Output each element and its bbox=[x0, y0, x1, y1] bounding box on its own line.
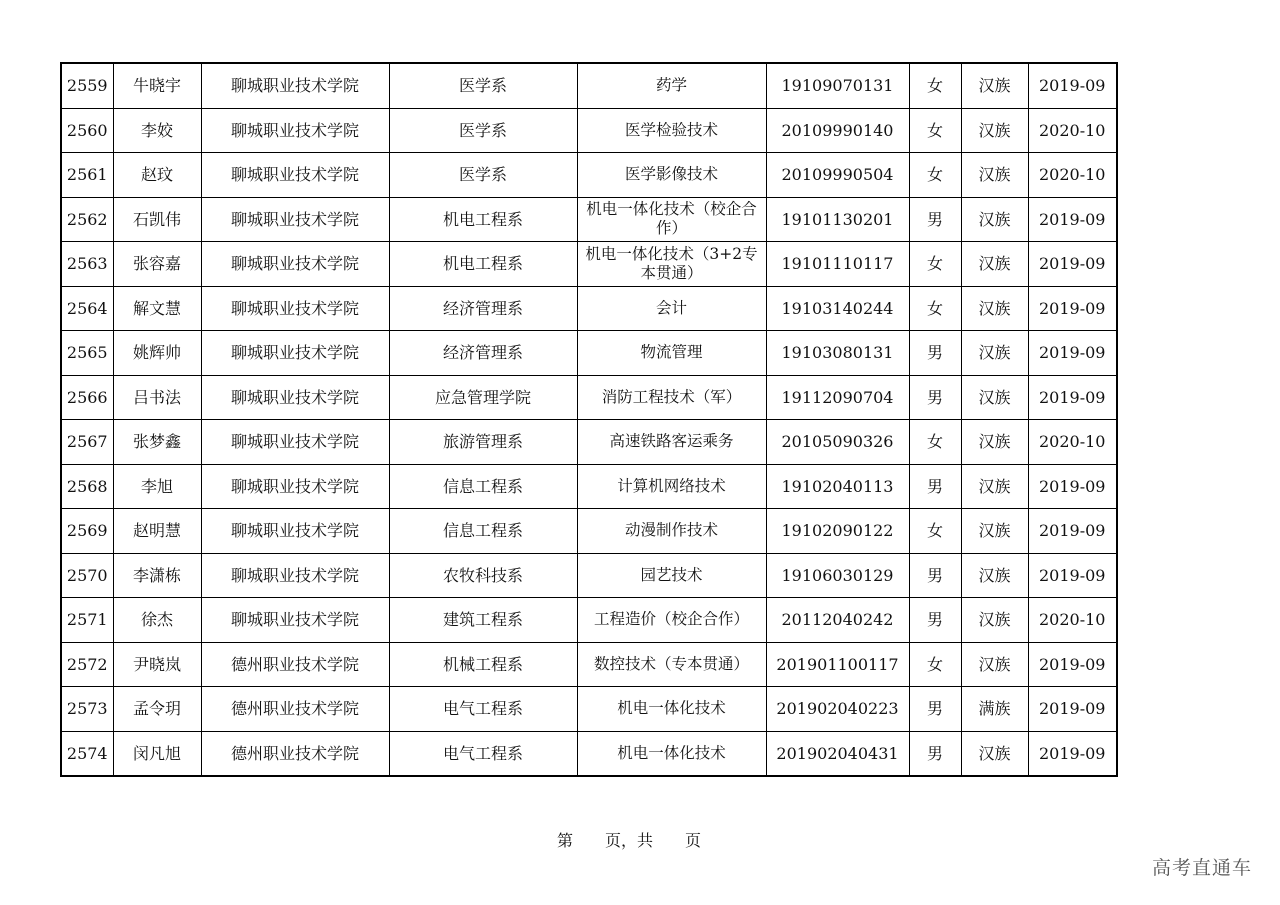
cell-number: 2562 bbox=[61, 197, 113, 242]
cell-department: 医学系 bbox=[389, 153, 577, 198]
cell-student-id: 19103140244 bbox=[766, 286, 909, 331]
table-row bbox=[61, 642, 1117, 687]
cell-gender: 女 bbox=[909, 420, 961, 465]
cell-school: 聊城职业技术学院 bbox=[201, 375, 389, 420]
cell-number: 2565 bbox=[61, 331, 113, 376]
watermark: 高考直通车 bbox=[1151, 857, 1252, 879]
cell-name: 赵明慧 bbox=[113, 509, 201, 554]
cell-gender: 女 bbox=[909, 509, 961, 554]
cell-number: 2561 bbox=[61, 153, 113, 198]
table-row bbox=[61, 420, 1117, 465]
cell-major: 机电一体化技术（校企合作） bbox=[577, 197, 766, 242]
cell-name: 徐杰 bbox=[113, 598, 201, 643]
cell-name: 石凯伟 bbox=[113, 197, 201, 242]
cell-ethnicity: 汉族 bbox=[961, 420, 1028, 465]
cell-department: 经济管理系 bbox=[389, 331, 577, 376]
cell-major: 医学影像技术 bbox=[577, 153, 766, 198]
cell-ethnicity: 汉族 bbox=[961, 731, 1028, 776]
cell-school: 聊城职业技术学院 bbox=[201, 286, 389, 331]
cell-student-id: 20109990140 bbox=[766, 108, 909, 153]
page-footer: 第 页，共 页 bbox=[557, 831, 702, 850]
cell-ethnicity: 汉族 bbox=[961, 153, 1028, 198]
table-row bbox=[61, 509, 1117, 554]
table-row bbox=[61, 375, 1117, 420]
cell-department: 建筑工程系 bbox=[389, 598, 577, 643]
table-body bbox=[61, 63, 1117, 776]
cell-major: 会计 bbox=[577, 286, 766, 331]
cell-major: 药学 bbox=[577, 63, 766, 108]
cell-enroll-date: 2020-10 bbox=[1028, 108, 1117, 153]
cell-ethnicity: 汉族 bbox=[961, 509, 1028, 554]
cell-major: 工程造价（校企合作） bbox=[577, 598, 766, 643]
cell-gender: 男 bbox=[909, 197, 961, 242]
cell-name: 赵玟 bbox=[113, 153, 201, 198]
cell-department: 机电工程系 bbox=[389, 197, 577, 242]
cell-gender: 女 bbox=[909, 642, 961, 687]
cell-enroll-date: 2019-09 bbox=[1028, 687, 1117, 732]
cell-student-id: 19106030129 bbox=[766, 553, 909, 598]
cell-ethnicity: 汉族 bbox=[961, 553, 1028, 598]
cell-department: 旅游管理系 bbox=[389, 420, 577, 465]
cell-name: 姚辉帅 bbox=[113, 331, 201, 376]
cell-major: 机电一体化技术 bbox=[577, 731, 766, 776]
cell-name: 李潇栋 bbox=[113, 553, 201, 598]
cell-number: 2574 bbox=[61, 731, 113, 776]
cell-gender: 女 bbox=[909, 63, 961, 108]
cell-number: 2569 bbox=[61, 509, 113, 554]
cell-enroll-date: 2019-09 bbox=[1028, 197, 1117, 242]
cell-name: 李旭 bbox=[113, 464, 201, 509]
cell-school: 聊城职业技术学院 bbox=[201, 598, 389, 643]
cell-enroll-date: 2020-10 bbox=[1028, 598, 1117, 643]
cell-school: 聊城职业技术学院 bbox=[201, 108, 389, 153]
cell-enroll-date: 2019-09 bbox=[1028, 242, 1117, 287]
cell-department: 医学系 bbox=[389, 108, 577, 153]
cell-name: 吕书法 bbox=[113, 375, 201, 420]
cell-department: 电气工程系 bbox=[389, 731, 577, 776]
cell-name: 李姣 bbox=[113, 108, 201, 153]
cell-student-id: 19103080131 bbox=[766, 331, 909, 376]
cell-name: 牛晓宇 bbox=[113, 63, 201, 108]
cell-number: 2567 bbox=[61, 420, 113, 465]
cell-number: 2571 bbox=[61, 598, 113, 643]
table-row bbox=[61, 153, 1117, 198]
cell-major: 机电一体化技术 bbox=[577, 687, 766, 732]
cell-department: 应急管理学院 bbox=[389, 375, 577, 420]
cell-department: 机械工程系 bbox=[389, 642, 577, 687]
cell-number: 2564 bbox=[61, 286, 113, 331]
cell-school: 聊城职业技术学院 bbox=[201, 509, 389, 554]
table-row bbox=[61, 197, 1117, 242]
cell-enroll-date: 2019-09 bbox=[1028, 642, 1117, 687]
cell-school: 聊城职业技术学院 bbox=[201, 464, 389, 509]
cell-school: 德州职业技术学院 bbox=[201, 687, 389, 732]
cell-ethnicity: 满族 bbox=[961, 687, 1028, 732]
cell-number: 2559 bbox=[61, 63, 113, 108]
cell-department: 信息工程系 bbox=[389, 509, 577, 554]
cell-department: 农牧科技系 bbox=[389, 553, 577, 598]
cell-gender: 女 bbox=[909, 286, 961, 331]
cell-student-id: 201901100117 bbox=[766, 642, 909, 687]
cell-gender: 男 bbox=[909, 553, 961, 598]
table-row bbox=[61, 331, 1117, 376]
cell-department: 信息工程系 bbox=[389, 464, 577, 509]
cell-number: 2560 bbox=[61, 108, 113, 153]
cell-student-id: 19102090122 bbox=[766, 509, 909, 554]
table-row bbox=[61, 731, 1117, 776]
cell-major: 高速铁路客运乘务 bbox=[577, 420, 766, 465]
cell-department: 医学系 bbox=[389, 63, 577, 108]
cell-gender: 男 bbox=[909, 464, 961, 509]
cell-school: 聊城职业技术学院 bbox=[201, 331, 389, 376]
cell-ethnicity: 汉族 bbox=[961, 242, 1028, 287]
cell-name: 尹晓岚 bbox=[113, 642, 201, 687]
cell-enroll-date: 2019-09 bbox=[1028, 731, 1117, 776]
cell-gender: 男 bbox=[909, 331, 961, 376]
cell-number: 2573 bbox=[61, 687, 113, 732]
cell-student-id: 201902040223 bbox=[766, 687, 909, 732]
cell-major: 数控技术（专本贯通） bbox=[577, 642, 766, 687]
cell-enroll-date: 2019-09 bbox=[1028, 286, 1117, 331]
table-row bbox=[61, 598, 1117, 643]
cell-department: 机电工程系 bbox=[389, 242, 577, 287]
cell-gender: 男 bbox=[909, 687, 961, 732]
cell-student-id: 19109070131 bbox=[766, 63, 909, 108]
cell-ethnicity: 汉族 bbox=[961, 464, 1028, 509]
cell-school: 聊城职业技术学院 bbox=[201, 242, 389, 287]
cell-major: 消防工程技术（军） bbox=[577, 375, 766, 420]
cell-major: 物流管理 bbox=[577, 331, 766, 376]
cell-enroll-date: 2019-09 bbox=[1028, 331, 1117, 376]
cell-school: 德州职业技术学院 bbox=[201, 731, 389, 776]
cell-enroll-date: 2019-09 bbox=[1028, 375, 1117, 420]
student-list-table bbox=[60, 62, 1118, 777]
cell-gender: 男 bbox=[909, 598, 961, 643]
cell-department: 电气工程系 bbox=[389, 687, 577, 732]
cell-name: 解文慧 bbox=[113, 286, 201, 331]
cell-number: 2572 bbox=[61, 642, 113, 687]
cell-major: 机电一体化技术（3+2专本贯通） bbox=[577, 242, 766, 287]
cell-enroll-date: 2019-09 bbox=[1028, 464, 1117, 509]
cell-student-id: 201902040431 bbox=[766, 731, 909, 776]
cell-gender: 女 bbox=[909, 153, 961, 198]
cell-student-id: 20109990504 bbox=[766, 153, 909, 198]
cell-student-id: 19112090704 bbox=[766, 375, 909, 420]
cell-school: 聊城职业技术学院 bbox=[201, 420, 389, 465]
cell-department: 经济管理系 bbox=[389, 286, 577, 331]
cell-ethnicity: 汉族 bbox=[961, 63, 1028, 108]
cell-major: 园艺技术 bbox=[577, 553, 766, 598]
cell-major: 计算机网络技术 bbox=[577, 464, 766, 509]
cell-student-id: 20105090326 bbox=[766, 420, 909, 465]
cell-school: 聊城职业技术学院 bbox=[201, 553, 389, 598]
cell-school: 聊城职业技术学院 bbox=[201, 153, 389, 198]
table-row bbox=[61, 286, 1117, 331]
cell-enroll-date: 2019-09 bbox=[1028, 63, 1117, 108]
table-row bbox=[61, 108, 1117, 153]
table-row bbox=[61, 464, 1117, 509]
cell-student-id: 19102040113 bbox=[766, 464, 909, 509]
cell-name: 张容嘉 bbox=[113, 242, 201, 287]
cell-school: 聊城职业技术学院 bbox=[201, 197, 389, 242]
cell-number: 2563 bbox=[61, 242, 113, 287]
cell-student-id: 20112040242 bbox=[766, 598, 909, 643]
cell-major: 医学检验技术 bbox=[577, 108, 766, 153]
table-row bbox=[61, 63, 1117, 108]
cell-ethnicity: 汉族 bbox=[961, 331, 1028, 376]
cell-school: 聊城职业技术学院 bbox=[201, 63, 389, 108]
cell-gender: 女 bbox=[909, 108, 961, 153]
cell-enroll-date: 2020-10 bbox=[1028, 153, 1117, 198]
table-row bbox=[61, 687, 1117, 732]
table-row bbox=[61, 242, 1117, 287]
cell-student-id: 19101110117 bbox=[766, 242, 909, 287]
cell-number: 2566 bbox=[61, 375, 113, 420]
cell-name: 张梦鑫 bbox=[113, 420, 201, 465]
cell-ethnicity: 汉族 bbox=[961, 375, 1028, 420]
cell-number: 2568 bbox=[61, 464, 113, 509]
cell-name: 闵凡旭 bbox=[113, 731, 201, 776]
cell-major: 动漫制作技术 bbox=[577, 509, 766, 554]
cell-enroll-date: 2020-10 bbox=[1028, 420, 1117, 465]
cell-gender: 女 bbox=[909, 242, 961, 287]
cell-ethnicity: 汉族 bbox=[961, 286, 1028, 331]
cell-number: 2570 bbox=[61, 553, 113, 598]
cell-ethnicity: 汉族 bbox=[961, 108, 1028, 153]
cell-student-id: 19101130201 bbox=[766, 197, 909, 242]
cell-ethnicity: 汉族 bbox=[961, 197, 1028, 242]
cell-enroll-date: 2019-09 bbox=[1028, 553, 1117, 598]
cell-gender: 男 bbox=[909, 375, 961, 420]
cell-ethnicity: 汉族 bbox=[961, 642, 1028, 687]
cell-gender: 男 bbox=[909, 731, 961, 776]
cell-school: 德州职业技术学院 bbox=[201, 642, 389, 687]
cell-enroll-date: 2019-09 bbox=[1028, 509, 1117, 554]
cell-name: 孟令玥 bbox=[113, 687, 201, 732]
cell-ethnicity: 汉族 bbox=[961, 598, 1028, 643]
table-row bbox=[61, 553, 1117, 598]
